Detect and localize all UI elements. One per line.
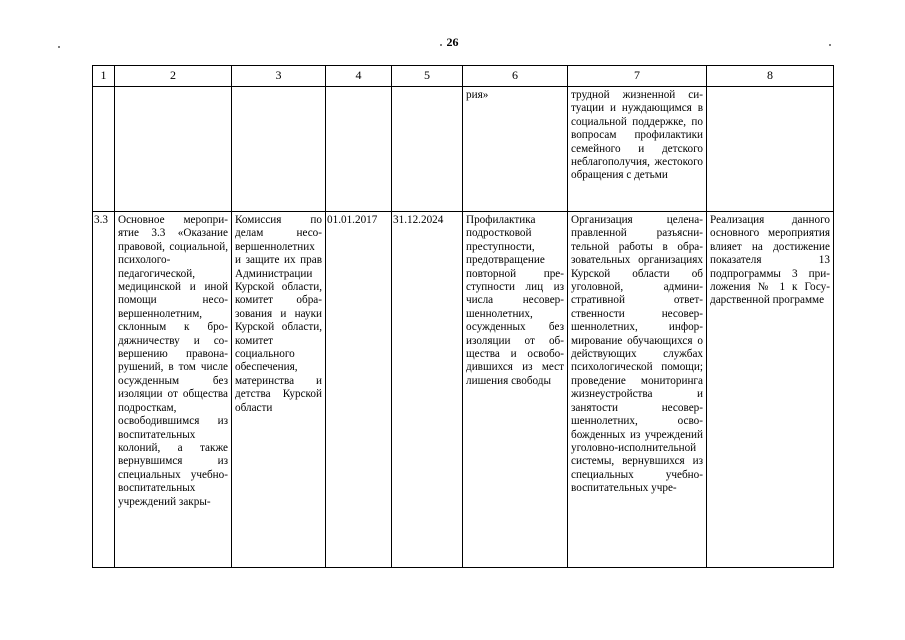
cont-cell-2 xyxy=(115,87,232,212)
row-number: 3.3 xyxy=(93,212,115,568)
header-col-3: 3 xyxy=(232,66,326,87)
cont-cell-result: рия» xyxy=(463,87,568,212)
cont-cell-4 xyxy=(326,87,392,212)
header-col-8: 8 xyxy=(707,66,834,87)
scan-speck xyxy=(829,44,831,46)
header-col-5: 5 xyxy=(392,66,463,87)
header-col-7: 7 xyxy=(568,66,707,87)
table-row xyxy=(93,212,834,568)
cont-cell-3 xyxy=(232,87,326,212)
expected-result: Профилактика подростковой преступности, предотвращение повторной преступности лиц из числа несовершеннолетних, осужденных без изоляции от общества и освободившихся из мест лишения свободы xyxy=(463,212,568,568)
header-row xyxy=(93,66,834,87)
header-col-6: 6 xyxy=(463,66,568,87)
start-date: 01.01.2017 xyxy=(326,212,392,568)
indicator-link: Реализация данного основного мероприятия влияет на достижение показателя 13 подпрограммы 3 приложения № 1 к Государственной программе xyxy=(707,212,834,568)
end-date: 31.12.2024 xyxy=(392,212,463,568)
cont-cell-1 xyxy=(93,87,115,212)
measure-name: Основное мероприятие 3.3 «Оказание правовой, социальной, психолого-педагогической, медицинской и иной помощи несовершеннолетним, склонным к бродяжничеству и совершению правонарушений, в том числе осужденным без изоляции от общества подросткам, освободившимся из воспитательных колоний, а также вернувшимся из специальных учебно-воспитательных учреждений закры- xyxy=(115,212,232,568)
measure-content: Организация целенаправленной разъяснительной работы в образовательных организациях Курской области об уголовной, административной ответственности несовершеннолетних, информирование обучающихся о действующих службах психологической помощи; проведение мониторинга жизнеустройства и занятости несовершеннолетних, освобожденных из учреждений уголовно-исполнительной системы, вернувшихся из специальных учебно-воспитательных учре- xyxy=(568,212,707,568)
program-table xyxy=(92,65,834,568)
scan-speck xyxy=(440,44,442,46)
header-col-2: 2 xyxy=(115,66,232,87)
cont-cell-8 xyxy=(707,87,834,212)
header-col-1: 1 xyxy=(93,66,115,87)
scan-speck xyxy=(58,46,60,48)
continuation-row xyxy=(93,87,834,212)
cont-cell-5 xyxy=(392,87,463,212)
header-col-4: 4 xyxy=(326,66,392,87)
page-number: 26 xyxy=(446,35,459,49)
executor: Комиссия по делам несовершеннолетних и защите их прав Администрации Курской области, комитет образования и науки Курской области, комитет социального обеспечения, материнства и детства Курской области xyxy=(232,212,326,568)
cont-cell-content: трудной жизненной ситуации и нуждающимся в социальной поддержке, по вопросам профилактики семейного и детского неблагополучия, жестокого обращения с детьми xyxy=(568,87,707,212)
